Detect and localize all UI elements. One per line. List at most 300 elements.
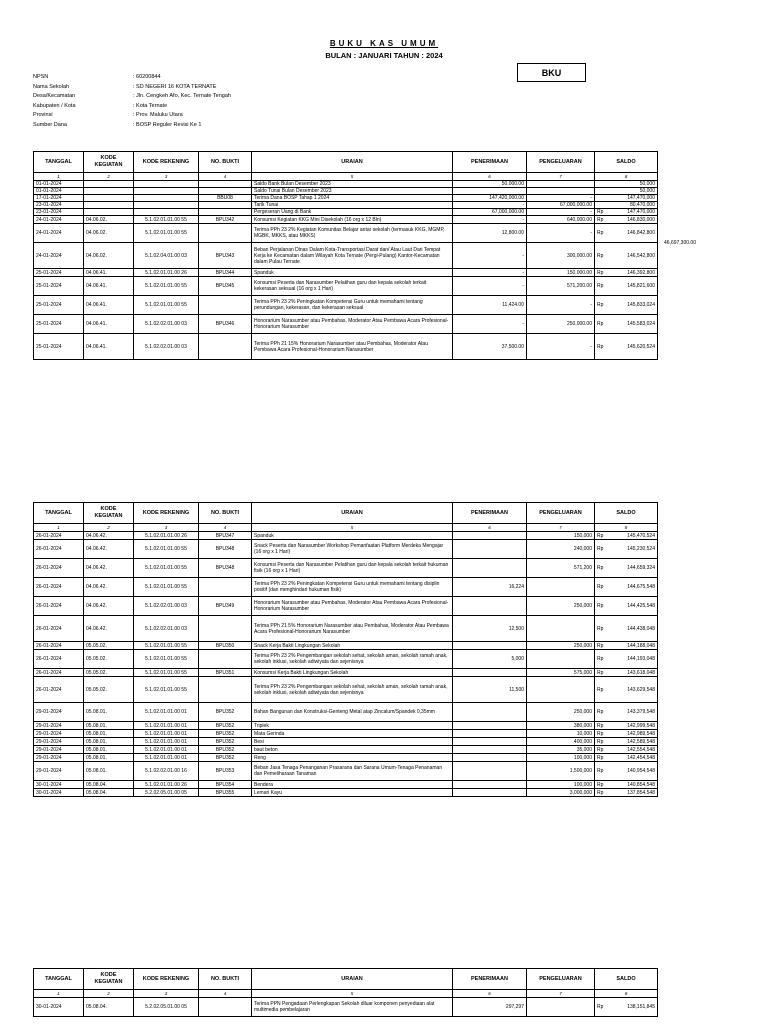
cell-no-bukti: BPU343 [199,243,252,269]
cell-uraian: Beban Jasa Tenaga Penanganan Prasarana dan Sarana Umum-Tenaga Penanaman dan Pemeliharaan Tanaman [252,762,453,781]
cell-saldo [595,540,658,559]
table-row [34,616,658,642]
cell-penerimaan: - [453,269,527,277]
column-number: 1 [34,990,84,998]
column-number: 4 [199,173,252,181]
cell-uraian: Terima PPh 21 5% Honorarium Narasumber atau Pembahas, Moderator Atau Pembawa Acara Profesional-Honorarium Narasumber [252,616,453,642]
column-number: 2 [84,173,134,181]
currency-prefix: Rp [597,565,604,571]
cell-kode-rekening: 5.1.02.01.01.00 55 [134,669,199,677]
cell-saldo [595,202,658,209]
cell-tanggal: 26-01-2024 [34,616,84,642]
currency-prefix: Rp [597,709,604,715]
cell-pengeluaran: - [527,334,595,360]
cell-saldo [595,243,658,269]
cell-tanggal: 24-01-2024 [34,243,84,269]
cell-penerimaan [453,730,527,738]
cell-penerimaan: 16,224 [453,578,527,597]
table-row [34,578,658,597]
cell-no-bukti: BPU352 [199,738,252,746]
cell-tanggal: 26-01-2024 [34,532,84,540]
currency-prefix: Rp [597,230,604,236]
saldo-value: 144,438,048 [627,625,655,632]
info-value: : 60200844 [133,74,161,80]
column-header: PENGELUARAN [527,152,595,173]
column-number: 6 [453,990,527,998]
column-header: PENERIMAAN [453,152,527,173]
cell-kode-rekening: 5.1.02.01.01.00 55 [134,650,199,669]
cell-saldo [595,277,658,296]
cell-tanggal: 23-01-2024 [34,209,84,216]
bku-table [33,968,658,1017]
saldo-value: 80,470,000 [629,202,655,208]
cell-uraian: Honorarium Narasumber atau Pembahas, Moderator Atau Pembawa Acara Profesional-Honorarium Narasumber [252,315,453,334]
cell-penerimaan: 12,800.00 [453,224,527,243]
cell-kode-kegiatan [84,181,134,188]
cell-uraian: Beban Perjalanan Dinas Dalam Kota-Transportasi Darat dan/ Atau Laut Dari Tempat Kerja ke Kecamatan dalam Wilayah Kota Ternate (Pergi-Pulang) Kantor-Kecamatan dalam Pulau Ternate [252,243,453,269]
cell-kode-kegiatan: 04.06.41. [84,315,134,334]
column-header: URAIAN [252,503,453,524]
saldo-value: 144,425,548 [627,603,655,609]
saldo-value: 145,583,024 [627,321,655,327]
currency-prefix: Rp [597,642,604,649]
column-number: 6 [453,524,527,532]
column-header: KODE KEGIATAN [84,969,134,990]
cell-kode-kegiatan: 04.06.42. [84,540,134,559]
table-row [34,738,658,746]
column-number: 6 [453,173,527,181]
cell-kode-kegiatan: 05.08.04. [84,789,134,797]
cell-penerimaan: 5,000 [453,650,527,669]
cell-no-bukti: BPU353 [199,762,252,781]
saldo-value: 142,589,548 [627,738,655,745]
cell-no-bukti [199,188,252,195]
cell-tanggal: 23-01-2024 [34,202,84,209]
table-row [34,730,658,738]
saldo-value: 145,230,524 [627,546,655,552]
cell-no-bukti [199,616,252,642]
cell-pengeluaran: 10,000 [527,730,595,738]
cell-tanggal: 26-01-2024 [34,540,84,559]
column-number: 3 [134,173,199,181]
cell-kode-rekening [134,195,199,202]
cell-tanggal: 25-01-2024 [34,277,84,296]
saldo-value: 138,151,845 [627,1004,655,1010]
cell-pengeluaran [527,188,595,195]
info-row [33,121,433,131]
table-row [34,209,658,216]
cell-uraian: Lemari Kayu [252,789,453,797]
saldo-value: 145,833,024 [627,302,655,308]
cell-penerimaan: 12,500 [453,616,527,642]
cell-uraian: Besi [252,738,453,746]
cell-saldo [595,650,658,669]
info-label: Nama Sekolah [33,83,70,90]
column-header: NO. BUKTI [199,152,252,173]
cell-kode-kegiatan: 05.05.02. [84,669,134,677]
cell-kode-rekening: 5.1.02.02.01.00 03 [134,597,199,616]
cell-pengeluaran [527,181,595,188]
cell-no-bukti: BPU352 [199,703,252,722]
table-row [34,754,658,762]
cell-saldo [595,559,658,578]
table-row [34,998,658,1017]
cell-kode-rekening: 5.1.02.02.01.00 03 [134,616,199,642]
currency-prefix: Rp [597,722,604,729]
cell-kode-kegiatan: 05.05.02. [84,677,134,703]
cell-no-bukti [199,677,252,703]
saldo-value: 147,470,000 [627,195,655,201]
saldo-value: 142,989,548 [627,730,655,737]
currency-prefix: Rp [597,216,604,223]
cell-kode-rekening: 5.1.02.01.01.00 55 [134,277,199,296]
cell-saldo [595,315,658,334]
cell-no-bukti: BPU346 [199,315,252,334]
column-number: 5 [252,173,453,181]
currency-prefix: Rp [597,730,604,737]
currency-prefix: Rp [597,768,604,774]
cell-tanggal: 29-01-2024 [34,762,84,781]
cell-no-bukti: BPU355 [199,789,252,797]
cell-no-bukti: BBU08 [199,195,252,202]
currency-prefix: Rp [597,302,604,308]
saldo-value: 144,675,548 [627,584,655,590]
cell-pengeluaran: 100,000 [527,781,595,789]
cell-no-bukti [199,224,252,243]
currency-prefix: Rp [597,603,604,609]
cell-no-bukti: BPU348 [199,540,252,559]
saldo-value: 142,999,548 [627,722,655,729]
cell-uraian: Konsumsi Peserta dan Narasumber Pelatihan guru dan kepala sekolah terkait kekerasan seksual (16 org x 1 Hari) [252,277,453,296]
saldo-value: 145,470,524 [627,532,655,539]
cell-kode-kegiatan: 05.08.04. [84,998,134,1017]
cell-tanggal: 25-01-2024 [34,296,84,315]
cell-pengeluaran: 250,000 [527,642,595,650]
cell-saldo [595,669,658,677]
cell-saldo [595,789,658,797]
cell-saldo [595,269,658,277]
column-header: SALDO [595,503,658,524]
cell-kode-kegiatan: 05.08.01. [84,703,134,722]
cell-tanggal: 25-01-2024 [34,269,84,277]
column-number: 7 [527,524,595,532]
cell-saldo [595,754,658,762]
saldo-value: 50,000 [639,188,655,194]
cell-uraian: Pergeseran Uang di Bank [252,209,453,216]
cell-kode-kegiatan: 05.08.01. [84,722,134,730]
currency-prefix: Rp [597,343,604,350]
saldo-value: 143,618,048 [627,669,655,676]
currency-prefix: Rp [597,252,604,259]
table-row [34,781,658,789]
cell-pengeluaran: - [527,224,595,243]
column-header: SALDO [595,969,658,990]
saldo-value: 142,454,548 [627,754,655,761]
currency-prefix: Rp [597,738,604,745]
cell-uraian: Spanduk [252,532,453,540]
cell-penerimaan [453,540,527,559]
cell-saldo [595,181,658,188]
column-number: 3 [134,990,199,998]
cell-uraian: Terima PPN Pengadaan Perlengkapan Sekolah diluar komponen penyediaan alat multimedia pembelajaran [252,998,453,1017]
cell-tanggal: 24-01-2024 [34,224,84,243]
info-label: Desa/Kecamatan [33,93,76,99]
column-header: URAIAN [252,969,453,990]
saldo-value: 144,659,324 [627,565,655,571]
cell-tanggal: 01-01-2024 [34,188,84,195]
column-number: 8 [595,990,658,998]
cell-pengeluaran [527,677,595,703]
cell-saldo [595,334,658,360]
cell-kode-rekening: 5.1.02.01.01.00 01 [134,722,199,730]
currency-prefix: Rp [597,584,604,590]
currency-prefix: Rp [597,789,604,796]
cell-saldo [595,209,658,216]
column-header: KODE REKENING [134,152,199,173]
cell-penerimaan: - [453,315,527,334]
column-number: 8 [595,173,658,181]
info-row [33,102,433,112]
column-header: NO. BUKTI [199,503,252,524]
cell-kode-kegiatan: 04.06.41. [84,269,134,277]
saldo-value: 137,854,548 [627,789,655,796]
cell-tanggal: 24-01-2024 [34,216,84,224]
cell-pengeluaran: 571,200.00 [527,277,595,296]
cell-uraian: Bendera [252,781,453,789]
table-row [34,243,658,269]
cell-uraian: Terima PPh 21 15% Honorarium Narasumber atau Pembahas, Moderator Atau Pembawa Acara Profesional-Honorarium Narasumber [252,334,453,360]
info-value: : BOSP Reguler Revisi Ke 1 [133,121,202,128]
cell-saldo [595,730,658,738]
currency-prefix: Rp [597,669,604,676]
column-number: 7 [527,173,595,181]
currency-prefix: Rp [597,321,604,327]
column-header: KODE KEGIATAN [84,503,134,524]
cell-pengeluaran [527,578,595,597]
column-number: 4 [199,524,252,532]
cell-penerimaan: 50,000.00 [453,181,527,188]
cell-no-bukti: BPU350 [199,642,252,650]
cell-no-bukti [199,296,252,315]
table-row [34,722,658,730]
cell-kode-kegiatan [84,209,134,216]
column-header: NO. BUKTI [199,969,252,990]
cell-pengeluaran: 571,200 [527,559,595,578]
saldo-value: 144,193,048 [627,656,655,662]
table-row [34,762,658,781]
cell-penerimaan [453,754,527,762]
table-row [34,216,658,224]
cell-pengeluaran: 3,000,000 [527,789,595,797]
saldo-value: 144,188,048 [627,642,655,649]
cell-saldo [595,642,658,650]
cell-kode-rekening: 5.2.02.05.01.00 05 [134,998,199,1017]
saldo-value: 146,830,000 [627,216,655,223]
cell-pengeluaran [527,998,595,1017]
cell-penerimaan: - [453,243,527,269]
currency-prefix: Rp [597,656,604,662]
cell-saldo [595,296,658,315]
cell-kode-rekening [134,188,199,195]
currency-prefix: Rp [597,754,604,761]
cell-saldo [595,216,658,224]
currency-prefix: Rp [597,686,604,693]
cell-tanggal: 26-01-2024 [34,677,84,703]
cell-kode-kegiatan: 04.06.42. [84,559,134,578]
cell-uraian: Terima PPh 23 2% Pengembangan sekolah sehat, sekolah aman, sekolah ramah anak, sekolah inklusi, sekolah adiwiyata dan sejenisnya [252,650,453,669]
info-value: : Jln. Cengkeh Afo, Kec. Ternate Tengah [133,93,231,99]
cell-tanggal: 26-01-2024 [34,559,84,578]
column-header: TANGGAL [34,503,84,524]
cell-no-bukti: BPU352 [199,746,252,754]
cell-tanggal: 30-01-2024 [34,998,84,1017]
table-row [34,669,658,677]
cell-no-bukti [199,209,252,216]
cell-pengeluaran: - [527,296,595,315]
cell-uraian: Konsumsi Peserta dan Narasumber Pelatihan guru dan kepala sekolah terkait hukuman fisik (16 org x 1 Hari) [252,559,453,578]
cell-penerimaan [453,597,527,616]
cell-kode-kegiatan: 04.06.42. [84,616,134,642]
table-row [34,195,658,202]
cell-penerimaan: - [453,277,527,296]
cell-pengeluaran: 640,000.00 [527,216,595,224]
table-row [34,296,658,315]
cell-pengeluaran: - [527,209,595,216]
table-row [34,746,658,754]
cell-tanggal: 26-01-2024 [34,650,84,669]
cell-tanggal: 26-01-2024 [34,669,84,677]
cell-pengeluaran: 575,000 [527,669,595,677]
info-label: Kabupaten / Kota [33,102,76,109]
saldo-value: 143,379,548 [627,709,655,715]
column-header: KODE REKENING [134,969,199,990]
cell-kode-kegiatan: 05.05.02. [84,642,134,650]
cell-kode-kegiatan: 05.08.04. [84,781,134,789]
saldo-value: 145,821,600 [627,283,655,289]
cell-saldo [595,224,658,243]
cell-penerimaan [453,703,527,722]
cell-saldo [595,597,658,616]
column-header: PENERIMAAN [453,969,527,990]
cell-penerimaan [453,559,527,578]
cell-tanggal: 17-01-2024 [34,195,84,202]
cell-tanggal: 30-01-2024 [34,789,84,797]
column-header: PENERIMAAN [453,503,527,524]
cell-pengeluaran: 67,000,000.00 [527,202,595,209]
table-row [34,269,658,277]
cell-kode-rekening: 5.1.02.01.01.00 01 [134,746,199,754]
cell-kode-rekening: 5.1.02.01.01.00 55 [134,296,199,315]
cell-kode-rekening: 5.1.02.01.01.00 01 [134,738,199,746]
cell-kode-kegiatan: 04.06.02. [84,243,134,269]
report-subtitle: BULAN : JANUARI TAHUN : 2024 [325,51,443,60]
cell-uraian: Saldo Tunai Bulan Desember 2023 [252,188,453,195]
cell-kode-rekening: 5.1.02.01.01.00 55 [134,578,199,597]
cell-pengeluaran: 150,000 [527,532,595,540]
cell-no-bukti: BPU352 [199,722,252,730]
column-number: 7 [527,990,595,998]
cell-kode-kegiatan: 04.06.42. [84,532,134,540]
cell-kode-kegiatan: 04.06.42. [84,597,134,616]
cell-pengeluaran: 400,000 [527,738,595,746]
cell-kode-kegiatan [84,202,134,209]
cell-tanggal: 29-01-2024 [34,730,84,738]
saldo-value: 147,470,000 [627,209,655,215]
info-row [33,83,433,93]
cell-uraian: Mata Gerinda [252,730,453,738]
cell-tanggal: 26-01-2024 [34,578,84,597]
table-row [34,642,658,650]
table-row [34,334,658,360]
column-header: URAIAN [252,152,453,173]
table-row [34,677,658,703]
cell-kode-rekening: 5.2.02.05.01.00 05 [134,789,199,797]
cell-penerimaan [453,669,527,677]
cell-kode-rekening: 5.1.02.01.01.00 55 [134,224,199,243]
cell-no-bukti [199,650,252,669]
column-number: 1 [34,173,84,181]
cell-kode-rekening: 5.1.02.04.01.00 03 [134,243,199,269]
cell-saldo [595,762,658,781]
cell-penerimaan [453,789,527,797]
cell-no-bukti: BPU354 [199,781,252,789]
cell-kode-kegiatan: 04.06.02. [84,216,134,224]
cell-tanggal: 30-01-2024 [34,781,84,789]
cell-no-bukti: BPU347 [199,532,252,540]
cell-no-bukti [199,181,252,188]
column-header: PENGELUARAN [527,969,595,990]
cell-no-bukti [199,998,252,1017]
saldo-value: 50,000 [639,181,655,187]
cell-uraian: Snack Peserta dan Narasumber Workshop Pemanfaatan Platform Merdeka Mengajar (16 org x 1 Hari) [252,540,453,559]
cell-uraian: Terima PPh 23 2% Peningkatan Kompetensi Guru untuk memahami tentang disiplin positif (dan menghindari hukuman fisik) [252,578,453,597]
cell-pengeluaran: 250,000.00 [527,315,595,334]
cell-tanggal: 01-01-2024 [34,181,84,188]
table-row [34,789,658,797]
cell-penerimaan [453,746,527,754]
table-row [34,559,658,578]
column-header: TANGGAL [34,152,84,173]
cell-kode-rekening: 5.1.02.01.01.00 55 [134,642,199,650]
cell-tanggal: 29-01-2024 [34,738,84,746]
table-row [34,202,658,209]
cell-saldo [595,532,658,540]
column-header: TANGGAL [34,969,84,990]
cell-pengeluaran: 150,000.00 [527,269,595,277]
currency-prefix: Rp [597,546,604,552]
cell-no-bukti: BPU344 [199,269,252,277]
side-note: 46,697,300.00 [664,240,696,246]
cell-pengeluaran: 100,000 [527,754,595,762]
cell-saldo [595,746,658,754]
currency-prefix: Rp [597,625,604,632]
cell-kode-kegiatan: 05.08.01. [84,738,134,746]
cell-no-bukti: BPU351 [199,669,252,677]
cell-penerimaan: 37,500.00 [453,334,527,360]
cell-uraian: baut beton [252,746,453,754]
cell-uraian: Konsumsi Kegiatan KKG Mini Disekolah (16 org x 12 Bln) [252,216,453,224]
cell-pengeluaran: 380,000 [527,722,595,730]
cell-saldo [595,195,658,202]
cell-tanggal: 26-01-2024 [34,597,84,616]
bku-table [33,502,658,797]
cell-tanggal: 25-01-2024 [34,315,84,334]
column-number: 4 [199,990,252,998]
cell-pengeluaran: 35,000 [527,746,595,754]
cell-uraian: Spanduk [252,269,453,277]
column-header: PENGELUARAN [527,503,595,524]
saldo-value: 143,629,548 [627,686,655,693]
